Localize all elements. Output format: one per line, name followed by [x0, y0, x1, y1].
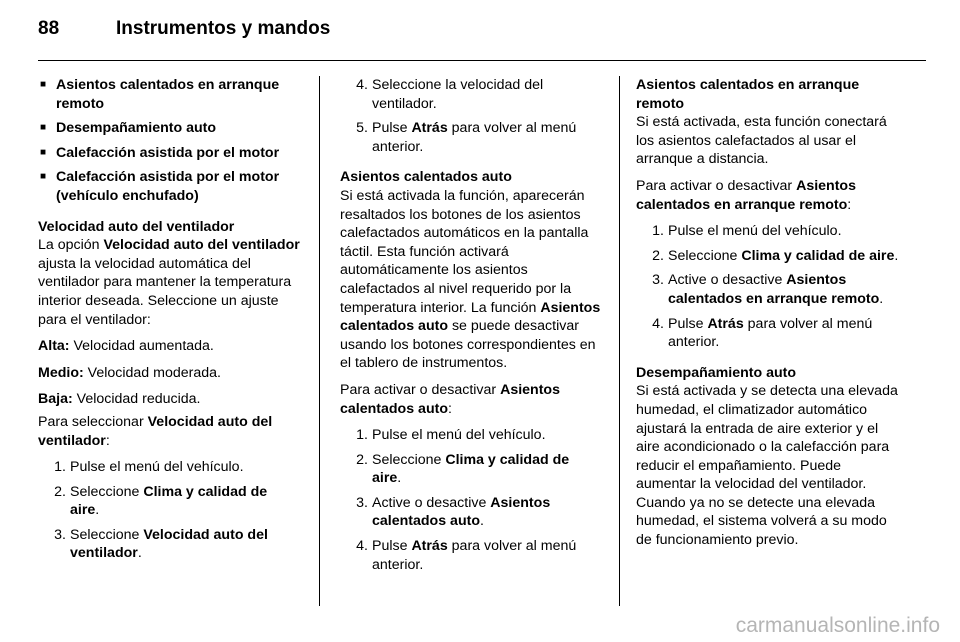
- column-3: [636, 76, 904, 558]
- section-heading: Asientos calentados auto: [340, 169, 512, 186]
- list-item: 1. Pulse el menú del vehículo.: [652, 223, 842, 240]
- page-number: 88: [38, 18, 60, 39]
- setting-baja: Baja: Velocidad reducida.: [38, 391, 201, 408]
- list-item: 2. Seleccione Clima y calidad de aire.: [54, 483, 268, 519]
- paragraph: Para seleccionar Velocidad auto del ventilador:: [38, 413, 273, 449]
- column-divider: [619, 76, 620, 606]
- list-item: 4. Pulse Atrás para volver al menú anterior.: [652, 315, 873, 351]
- paragraph: Para activar o desactivar Asientos calentados auto:: [340, 381, 560, 417]
- bullet-item: ■ Calefacción asistida por el motor (vehículo enchufado): [38, 168, 300, 205]
- list-item: 2. Seleccione Clima y calidad de aire.: [652, 247, 899, 264]
- paragraph: Si está activada la función, aparecerán resaltados los botones de los asientos calefactados automáticos en la pantalla táctil. Esta función activará automáticamente los asientos calefactados al nivel requerido por la temperatura interior. La función Asientos calentados auto se puede desactivar usando los botones correspondientes en el tablero de instrumentos.: [340, 187, 601, 372]
- column-2: [340, 76, 602, 580]
- bullet-item: ■ Asientos calentados en arranque remoto: [38, 76, 300, 113]
- section-heading: Asientos calentados en arranque remoto: [636, 77, 860, 112]
- list-item: 4. Seleccione la velocidad del ventilador.: [356, 77, 544, 112]
- watermark: carmanualsonline.info: [735, 614, 940, 637]
- list-item: 5. Pulse Atrás para volver al menú anterior.: [356, 120, 577, 155]
- paragraph: La opción Velocidad auto del ventilador ajusta la velocidad automática del ventilador para mantener la temperatura interior deseada. Seleccione un ajuste para el ventilador:: [38, 237, 300, 328]
- list-item: 3. Seleccione Velocidad auto del ventilador.: [54, 526, 268, 562]
- list-item: 4. Pulse Atrás para volver al menú anterior.: [356, 538, 577, 573]
- column-divider: [319, 76, 320, 606]
- list-item: 3. Active o desactive Asientos calentados auto.: [356, 494, 551, 530]
- section-heading: Desempañamiento auto: [636, 364, 797, 381]
- section-heading: Velocidad auto del ventilador: [38, 218, 235, 235]
- column-1: [38, 76, 300, 569]
- paragraph: Si está activada, esta función conectará los asientos calefactados al usar el arranque a distancia.: [636, 114, 887, 168]
- setting-medio: Medio: Velocidad moderada.: [38, 364, 221, 381]
- list-item: 3. Active o desactive Asientos calentados en arranque remoto.: [652, 272, 884, 307]
- setting-alta: Alta: Velocidad aumentada.: [38, 338, 214, 355]
- page-title: Instrumentos y mandos: [116, 18, 331, 39]
- bullet-item: ■ Calefacción asistida por el motor: [38, 144, 300, 163]
- bullet-item: ■ Desempañamiento auto: [38, 119, 300, 138]
- list-item: 2. Seleccione Clima y calidad de aire.: [356, 451, 570, 487]
- list-item: 1. Pulse el menú del vehículo.: [356, 427, 546, 444]
- paragraph: Para activar o desactivar Asientos calentados en arranque remoto:: [636, 177, 856, 213]
- page-header: [38, 18, 330, 40]
- header-rule: [38, 60, 926, 61]
- paragraph: Si está activada y se detecta una elevada humedad, el climatizador automático ajustará la entrada de aire exterior y el aire acondicionado o la calefacción para reducir el empañamiento. Puede aumentar la velocidad del ventilador. Cuando ya no se detecte una elevada humedad, el sistema volverá a su modo de funcionamiento previo.: [636, 383, 898, 549]
- list-item: 1. Pulse el menú del vehículo.: [54, 459, 244, 476]
